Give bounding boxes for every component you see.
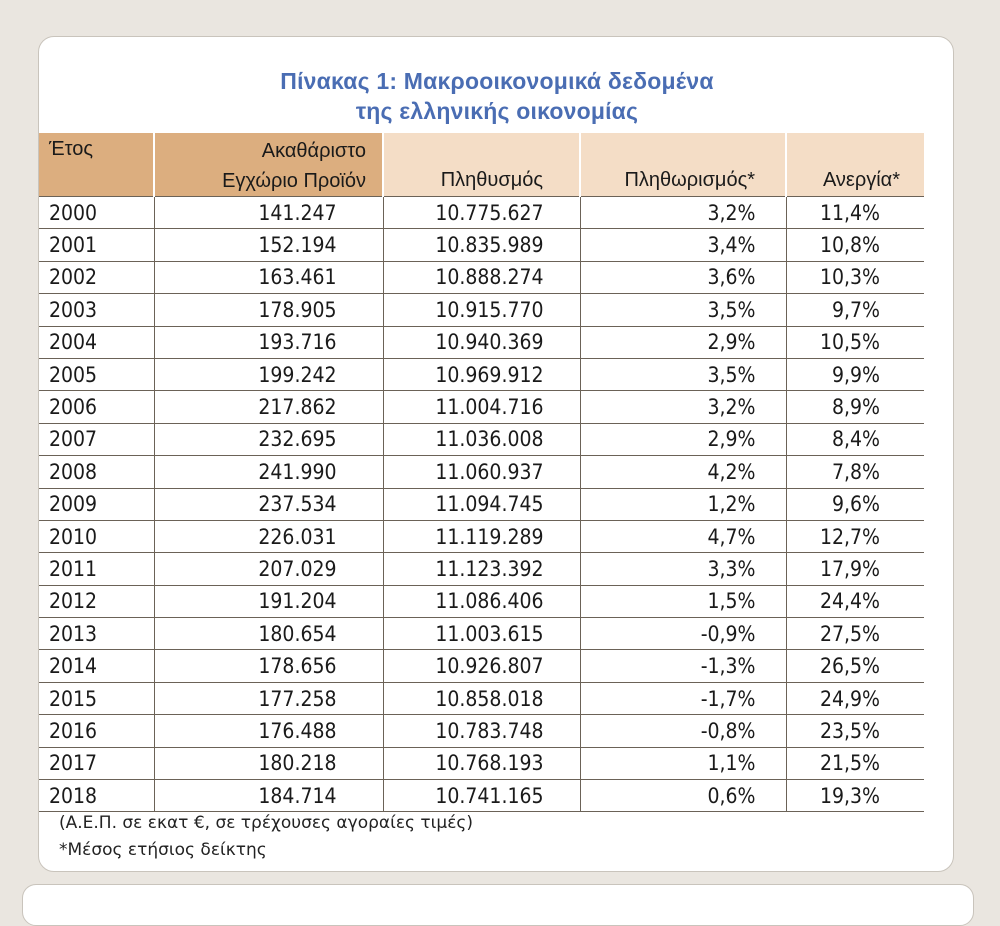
cell-gdp: 178.656: [154, 650, 383, 682]
cell-unemployment: 27,5%: [786, 618, 924, 650]
cell-population: 10.888.274: [383, 261, 580, 293]
cell-unemployment: 10,3%: [786, 261, 924, 293]
cell-inflation: 3,2%: [580, 391, 786, 423]
cell-unemployment: 8,4%: [786, 423, 924, 455]
header-inflation: Πληθωρισμός*: [580, 133, 786, 197]
cell-year: 2013: [39, 618, 154, 650]
table-row: [39, 488, 924, 520]
cell-population: 11.003.615: [383, 618, 580, 650]
cell-gdp: 152.194: [154, 229, 383, 261]
cell-inflation: -0,9%: [580, 618, 786, 650]
cell-population: 11.004.716: [383, 391, 580, 423]
cell-year: 2010: [39, 520, 154, 552]
cell-gdp: 178.905: [154, 294, 383, 326]
cell-year: 2007: [39, 423, 154, 455]
cell-year: 2016: [39, 715, 154, 747]
cell-gdp: 199.242: [154, 358, 383, 390]
cell-gdp: 217.862: [154, 391, 383, 423]
table-row: [39, 261, 924, 293]
cell-population: 11.119.289: [383, 520, 580, 552]
cell-inflation: 1,5%: [580, 585, 786, 617]
cell-year: 2005: [39, 358, 154, 390]
cell-population: 11.094.745: [383, 488, 580, 520]
cell-inflation: 1,1%: [580, 747, 786, 779]
cell-population: 10.741.165: [383, 780, 580, 812]
header-gdp: [154, 133, 383, 197]
cell-inflation: 3,2%: [580, 197, 786, 229]
cell-population: 10.768.193: [383, 747, 580, 779]
cell-inflation: 3,5%: [580, 294, 786, 326]
cell-gdp: 180.218: [154, 747, 383, 779]
cell-inflation: -1,3%: [580, 650, 786, 682]
table-row: [39, 618, 924, 650]
header-year: Έτος: [39, 133, 154, 197]
cell-unemployment: 9,7%: [786, 294, 924, 326]
header-gdp-line1: Ακαθάριστο: [261, 140, 366, 162]
cell-unemployment: 24,9%: [786, 682, 924, 714]
table-row: [39, 423, 924, 455]
cell-unemployment: 12,7%: [786, 520, 924, 552]
table-card: [38, 36, 954, 872]
cell-inflation: 4,2%: [580, 456, 786, 488]
cell-gdp: 241.990: [154, 456, 383, 488]
table-row: [39, 520, 924, 552]
cell-gdp: 176.488: [154, 715, 383, 747]
table-row: [39, 197, 924, 229]
table-title-line2: της ελληνικής οικονομίας: [355, 98, 639, 124]
macro-data-table: [39, 133, 924, 812]
average-index-note: *Μέσος ετήσιος δείκτης: [59, 840, 267, 860]
cell-year: 2000: [39, 197, 154, 229]
cell-unemployment: 24,4%: [786, 585, 924, 617]
cell-year: 2011: [39, 553, 154, 585]
table-row: [39, 780, 924, 812]
cell-year: 2015: [39, 682, 154, 714]
cell-year: 2002: [39, 261, 154, 293]
table-row: [39, 456, 924, 488]
cell-inflation: 3,3%: [580, 553, 786, 585]
cell-gdp: 163.461: [154, 261, 383, 293]
table-row: [39, 553, 924, 585]
cell-gdp: 207.029: [154, 553, 383, 585]
cell-unemployment: 9,6%: [786, 488, 924, 520]
table-row: [39, 682, 924, 714]
cell-year: 2014: [39, 650, 154, 682]
cell-population: 10.783.748: [383, 715, 580, 747]
table-body: [39, 197, 924, 812]
cell-unemployment: 21,5%: [786, 747, 924, 779]
cell-inflation: 3,6%: [580, 261, 786, 293]
cell-gdp: 184.714: [154, 780, 383, 812]
header-gdp-line2: Εγχώριο Προϊόν: [222, 170, 366, 192]
cell-population: 11.060.937: [383, 456, 580, 488]
cell-population: 10.940.369: [383, 326, 580, 358]
cell-year: 2012: [39, 585, 154, 617]
cell-unemployment: 8,9%: [786, 391, 924, 423]
cell-inflation: 0,6%: [580, 780, 786, 812]
cell-unemployment: 19,3%: [786, 780, 924, 812]
gdp-units-note: (Α.Ε.Π. σε εκατ €, σε τρέχουσες αγοραίες τιμές): [59, 813, 474, 833]
cell-year: 2001: [39, 229, 154, 261]
cell-year: 2018: [39, 780, 154, 812]
cell-gdp: 226.031: [154, 520, 383, 552]
cell-inflation: 4,7%: [580, 520, 786, 552]
cell-gdp: 193.716: [154, 326, 383, 358]
table-title-line1: Πίνακας 1: Μακροοικονομικά δεδομένα: [280, 68, 714, 94]
table-row: [39, 715, 924, 747]
cell-gdp: 232.695: [154, 423, 383, 455]
header-population: Πληθυσμός: [383, 133, 580, 197]
cell-inflation: 3,5%: [580, 358, 786, 390]
cell-unemployment: 7,8%: [786, 456, 924, 488]
table-row: [39, 358, 924, 390]
cell-population: 10.926.807: [383, 650, 580, 682]
table-row: [39, 229, 924, 261]
cell-unemployment: 10,8%: [786, 229, 924, 261]
cell-population: 10.858.018: [383, 682, 580, 714]
table-row: [39, 391, 924, 423]
cell-gdp: 177.258: [154, 682, 383, 714]
cell-inflation: 3,4%: [580, 229, 786, 261]
table-row: [39, 294, 924, 326]
cell-gdp: 237.534: [154, 488, 383, 520]
table-row: [39, 650, 924, 682]
cell-year: 2008: [39, 456, 154, 488]
cell-population: 10.915.770: [383, 294, 580, 326]
cell-year: 2004: [39, 326, 154, 358]
cell-inflation: 2,9%: [580, 326, 786, 358]
cell-population: 11.086.406: [383, 585, 580, 617]
cell-unemployment: 17,9%: [786, 553, 924, 585]
cell-population: 11.123.392: [383, 553, 580, 585]
table-row: [39, 326, 924, 358]
cell-year: 2003: [39, 294, 154, 326]
next-card: [22, 884, 974, 926]
cell-unemployment: 26,5%: [786, 650, 924, 682]
cell-population: 10.835.989: [383, 229, 580, 261]
table-row: [39, 747, 924, 779]
cell-population: 11.036.008: [383, 423, 580, 455]
cell-unemployment: 10,5%: [786, 326, 924, 358]
cell-inflation: 1,2%: [580, 488, 786, 520]
cell-population: 10.775.627: [383, 197, 580, 229]
cell-inflation: -1,7%: [580, 682, 786, 714]
cell-population: 10.969.912: [383, 358, 580, 390]
header-row: [39, 133, 924, 197]
table-row: [39, 585, 924, 617]
cell-unemployment: 23,5%: [786, 715, 924, 747]
cell-inflation: 2,9%: [580, 423, 786, 455]
cell-gdp: 191.204: [154, 585, 383, 617]
cell-year: 2017: [39, 747, 154, 779]
cell-inflation: -0,8%: [580, 715, 786, 747]
cell-gdp: 180.654: [154, 618, 383, 650]
cell-unemployment: 11,4%: [786, 197, 924, 229]
cell-unemployment: 9,9%: [786, 358, 924, 390]
cell-year: 2009: [39, 488, 154, 520]
cell-gdp: 141.247: [154, 197, 383, 229]
cell-year: 2006: [39, 391, 154, 423]
header-unemployment: Ανεργία*: [786, 133, 924, 197]
